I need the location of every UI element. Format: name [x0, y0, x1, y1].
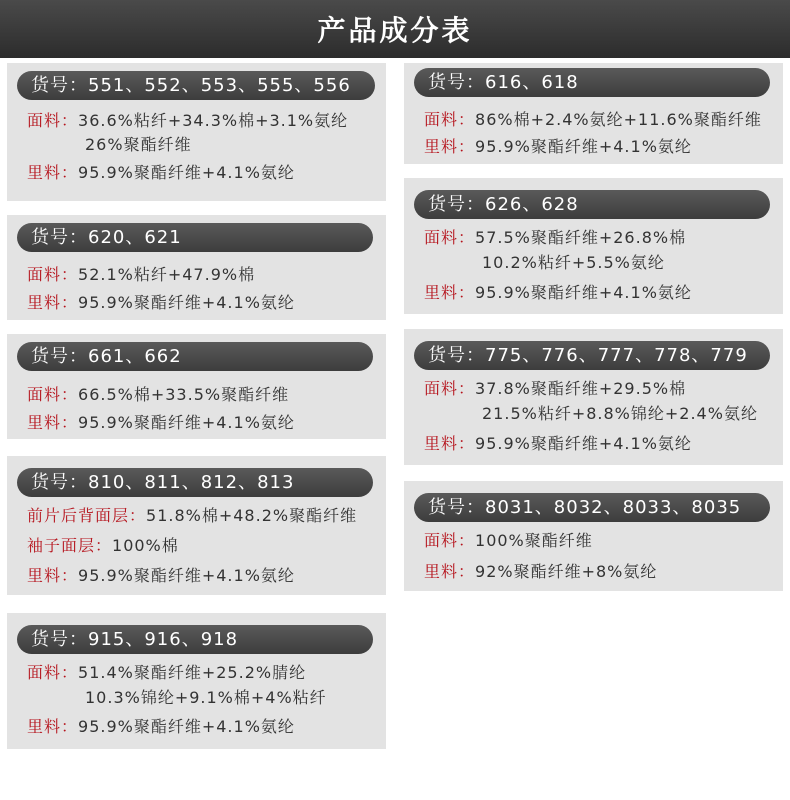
lining-label: 里料：: [27, 163, 79, 182]
lining-label: 里料：: [27, 413, 79, 432]
fabric-value: 36.6%粘纤+34.3%棉+3.1%氨纶: [78, 111, 349, 130]
product-card-626: [404, 178, 783, 314]
lining-row: [424, 134, 692, 157]
lining-label: 里料：: [424, 434, 476, 453]
lining-label: 里料：: [424, 562, 476, 581]
product-code-pill: 货号：620、621: [17, 223, 373, 252]
sleeve-shell-row: [27, 533, 179, 556]
fabric-label: 面料：: [27, 663, 79, 682]
fabric-value-cont: 26%聚酯纤维: [85, 135, 192, 154]
product-card-810: [7, 456, 386, 595]
front-back-shell-label: 前片后背面层：: [27, 506, 147, 525]
product-card-775: [404, 329, 783, 465]
fabric-row: [424, 376, 686, 399]
fabric-label: 面料：: [424, 110, 476, 129]
fabric-row: [424, 528, 593, 551]
lining-row: [424, 559, 657, 582]
lining-row: [27, 563, 295, 586]
product-code-pill: 货号：626、628: [414, 190, 770, 219]
fabric-row: [27, 262, 255, 285]
fabric-row: [424, 225, 686, 248]
fabric-value-cont: 10.3%锦纶+9.1%棉+4%粘纤: [85, 688, 327, 707]
product-code-pill: 货号：551、552、553、555、556: [17, 71, 375, 100]
product-card-551: [7, 63, 386, 201]
fabric-value: 52.1%粘纤+47.9%棉: [78, 265, 256, 284]
lining-label: 里料：: [424, 137, 476, 156]
product-code-pill: 货号：8031、8032、8033、8035: [414, 493, 770, 522]
fabric-value-cont: 21.5%粘纤+8.8%锦纶+2.4%氨纶: [482, 404, 758, 423]
sleeve-shell-label: 袖子面层：: [27, 536, 113, 555]
product-card-915: [7, 613, 386, 749]
lining-value: 95.9%聚酯纤维+4.1%氨纶: [475, 434, 692, 453]
product-code-pill: 货号：810、811、812、813: [17, 468, 373, 497]
lining-value: 92%聚酯纤维+8%氨纶: [475, 562, 658, 581]
sleeve-shell-value: 100%棉: [112, 536, 179, 555]
fabric-value: 57.5%聚酯纤维+26.8%棉: [475, 228, 687, 247]
lining-label: 里料：: [27, 293, 79, 312]
product-card-661: [7, 334, 386, 439]
fabric-value: 37.8%聚酯纤维+29.5%棉: [475, 379, 687, 398]
lining-value: 95.9%聚酯纤维+4.1%氨纶: [475, 283, 692, 302]
fabric-row: [27, 382, 289, 405]
fabric-value-cont: 10.2%粘纤+5.5%氨纶: [482, 253, 665, 272]
lining-value: 95.9%聚酯纤维+4.1%氨纶: [78, 717, 295, 736]
product-code-pill: 货号：616、618: [414, 68, 770, 97]
lining-value: 95.9%聚酯纤维+4.1%氨纶: [78, 413, 295, 432]
lining-row: [27, 410, 295, 433]
lining-row: [27, 290, 295, 313]
fabric-row: [27, 108, 348, 131]
fabric-label: 面料：: [27, 265, 79, 284]
lining-label: 里料：: [27, 717, 79, 736]
lining-row: [424, 431, 692, 454]
fabric-value: 100%聚酯纤维: [475, 531, 593, 550]
fabric-value: 66.5%棉+33.5%聚酯纤维: [78, 385, 290, 404]
lining-value: 95.9%聚酯纤维+4.1%氨纶: [78, 293, 295, 312]
product-code-pill: 货号：775、776、777、778、779: [414, 341, 770, 370]
lining-row: [27, 160, 295, 183]
product-code-pill: 货号：915、916、918: [17, 625, 373, 654]
page-title: 产品成分表: [0, 0, 790, 58]
product-card-620: [7, 215, 386, 320]
product-code-pill: 货号：661、662: [17, 342, 373, 371]
fabric-label: 面料：: [27, 111, 79, 130]
fabric-value: 51.4%聚酯纤维+25.2%腈纶: [78, 663, 307, 682]
fabric-value: 86%棉+2.4%氨纶+11.6%聚酯纤维: [475, 110, 762, 129]
lining-value: 95.9%聚酯纤维+4.1%氨纶: [78, 566, 295, 585]
fabric-label: 面料：: [424, 379, 476, 398]
lining-row: [27, 714, 295, 737]
front-back-shell-row: [27, 503, 357, 526]
lining-label: 里料：: [27, 566, 79, 585]
fabric-row: [424, 107, 762, 130]
lining-label: 里料：: [424, 283, 476, 302]
lining-row: [424, 280, 692, 303]
front-back-shell-value: 51.8%棉+48.2%聚酯纤维: [146, 506, 358, 525]
product-card-8031: [404, 481, 783, 591]
fabric-label: 面料：: [424, 531, 476, 550]
fabric-label: 面料：: [424, 228, 476, 247]
fabric-label: 面料：: [27, 385, 79, 404]
lining-value: 95.9%聚酯纤维+4.1%氨纶: [78, 163, 295, 182]
product-card-616: [404, 63, 783, 164]
lining-value: 95.9%聚酯纤维+4.1%氨纶: [475, 137, 692, 156]
fabric-row: [27, 660, 306, 683]
